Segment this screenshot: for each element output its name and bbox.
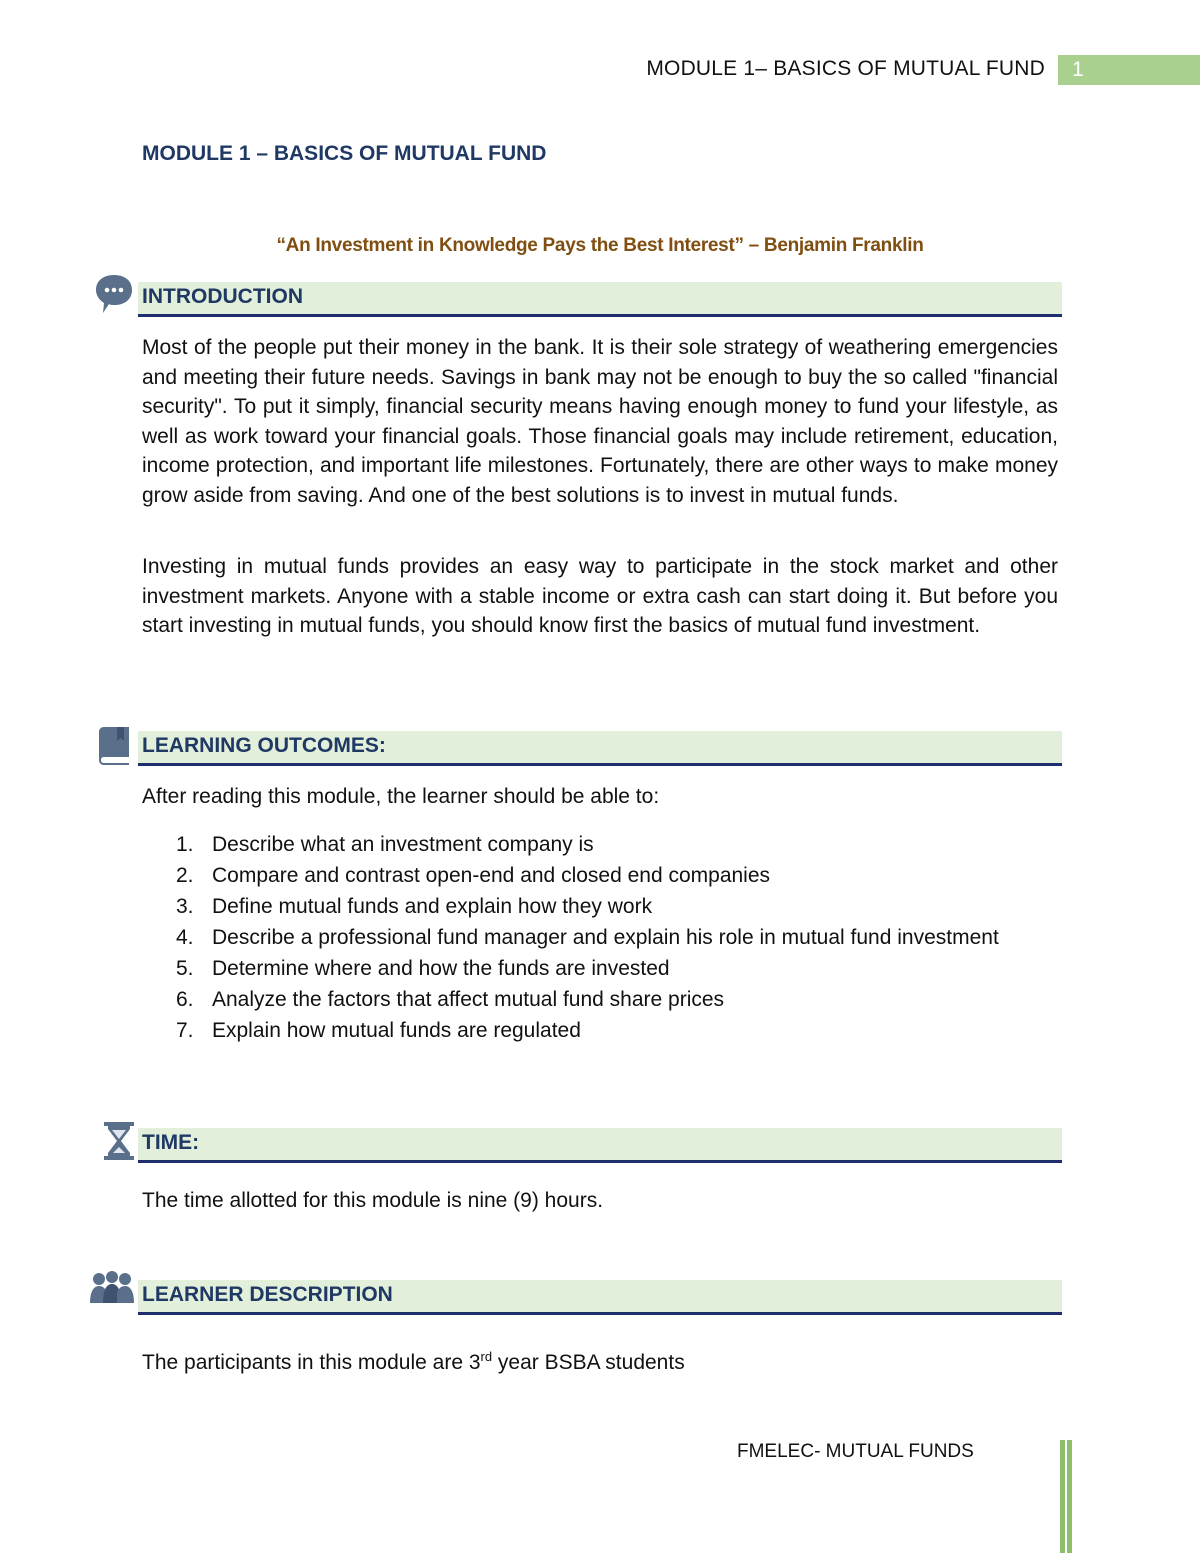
footer-accent-bar (1060, 1440, 1065, 1553)
section-header-learning-outcomes (138, 731, 1062, 766)
list-number: 5. (176, 957, 194, 980)
section-heading: TIME: (142, 1131, 200, 1154)
list-number: 4. (176, 926, 194, 949)
people-icon (89, 1271, 135, 1305)
list-text: Describe a professional fund manager and explain his role in mutual fund investment (212, 926, 999, 949)
list-number: 3. (176, 895, 194, 918)
list-item (142, 891, 1042, 922)
list-item (142, 860, 1042, 891)
module-title: MODULE 1 – BASICS OF MUTUAL FUND (142, 142, 547, 165)
list-number: 1. (176, 833, 194, 856)
epigraph-quote: “An Investment in Knowledge Pays the Best Interest” – Benjamin Franklin (276, 235, 924, 256)
list-text: Compare and contrast open-end and closed end companies (212, 864, 771, 887)
running-header: MODULE 1– BASICS OF MUTUAL FUND (646, 57, 1045, 80)
list-item (142, 829, 1042, 860)
list-number: 6. (176, 988, 194, 1011)
page-number: 1 (1058, 55, 1200, 85)
book-icon (95, 726, 133, 766)
time-text: The time allotted for this module is nine (9) hours. (142, 1189, 604, 1212)
section-header-introduction (138, 282, 1062, 317)
section-heading: INTRODUCTION (142, 285, 303, 308)
footer-accent-bar (1067, 1440, 1072, 1553)
learning-outcomes-list (142, 829, 1042, 1046)
list-text: Define mutual funds and explain how they work (212, 895, 653, 918)
learning-outcomes-intro: After reading this module, the learner should be able to: (142, 785, 660, 808)
list-number: 2. (176, 864, 194, 887)
learner-text-part: year BSBA students (492, 1351, 685, 1374)
learner-text-part: The participants in this module are 3 (142, 1351, 481, 1374)
hourglass-icon (101, 1121, 137, 1161)
list-item (142, 1015, 1042, 1046)
section-header-time (138, 1128, 1062, 1163)
list-number: 7. (176, 1019, 194, 1042)
list-text: Explain how mutual funds are regulated (212, 1019, 581, 1042)
learner-superscript: rd (480, 1349, 493, 1364)
section-heading: LEARNER DESCRIPTION (142, 1283, 393, 1306)
introduction-paragraph: Most of the people put their money in the bank. It is their sole strategy of weathering emergencies and meeting their future needs. Savings in bank may not be enough to buy the so called "financial security". To put it simply, financial security means having enough money to fund your lifestyle, as well as work toward your financial goals. Those financial goals may include retirement, education, income protection, and important life milestones. Fortunately, there are other ways to make money grow aside from saving. And one of the best solutions is to invest in mutual funds. (142, 336, 1058, 507)
list-text: Determine where and how the funds are invested (212, 957, 670, 980)
list-item (142, 953, 1042, 984)
speech-bubble-icon (94, 273, 134, 315)
learner-description-text (142, 1349, 685, 1375)
introduction-paragraph: Investing in mutual funds provides an easy way to participate in the stock market and other investment markets. Anyone with a stable income or extra cash can start doing it. But before you start investing in mutual funds, you should know first the basics of mutual fund investment. (142, 555, 1058, 637)
footer-text: FMELEC- MUTUAL FUNDS (737, 1441, 974, 1462)
list-item (142, 984, 1042, 1015)
section-header-learner-description (138, 1280, 1062, 1315)
list-text: Describe what an investment company is (212, 833, 594, 856)
list-text: Analyze the factors that affect mutual fund share prices (212, 988, 725, 1011)
list-item (142, 922, 1042, 953)
section-heading: LEARNING OUTCOMES: (142, 734, 386, 757)
